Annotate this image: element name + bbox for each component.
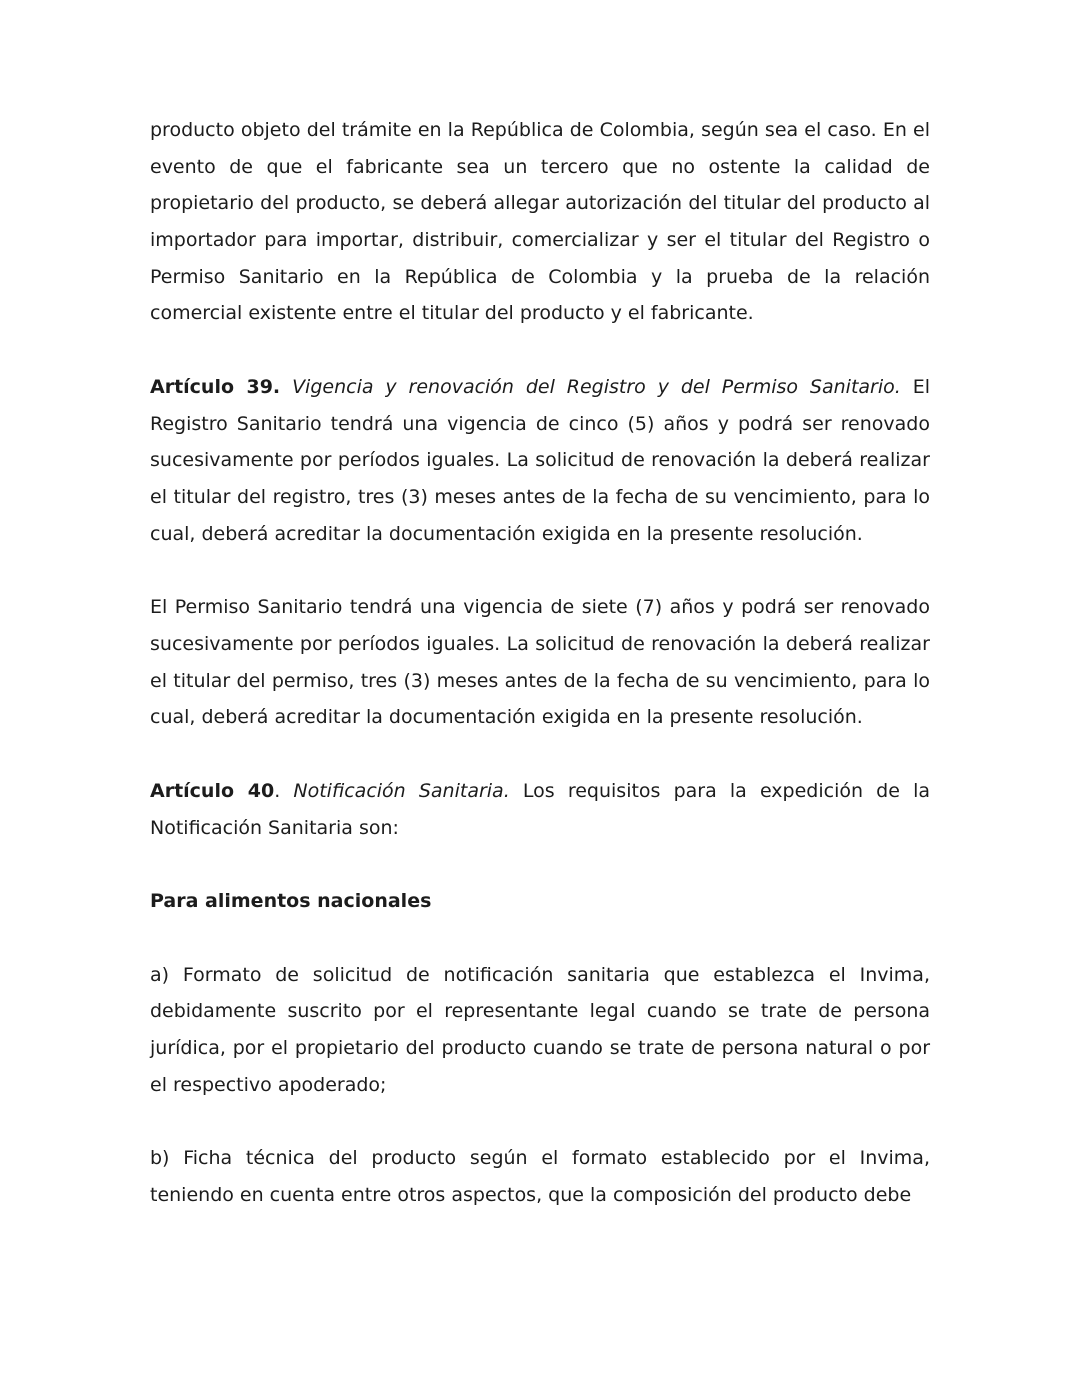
list-item-b-text: b) Ficha técnica del producto según el formato establecido por el Invima, teniendo en cuenta entre otros aspectos, que la composición del producto debe — [150, 1147, 930, 1207]
paragraph-articulo-40 — [150, 773, 930, 846]
paragraph-permiso — [150, 589, 930, 736]
paragraph-articulo-39 — [150, 369, 930, 552]
article-40-title: Notificación Sanitaria. — [293, 779, 510, 802]
list-item-a-text: a) Formato de solicitud de notificación sanitaria que establezca el Invima, debidamente suscrito por el representante legal cuando se trate de persona jurídica, por el propietario del producto cuando se trate de persona natural o por el respectivo apoderado; — [150, 963, 930, 1096]
list-item-b — [150, 1140, 930, 1213]
article-40-separator: . — [274, 779, 281, 802]
article-39-body: El Registro Sanitario tendrá una vigencia de cinco (5) años y podrá ser renovado sucesivamente por períodos iguales. La solicitud de renovación la deberá realizar el titular del registro, tres (3) meses antes de la fecha de su vencimiento, para lo cual, deberá acreditar la documentación exigida en la presente resolución. — [150, 375, 930, 545]
list-item-a — [150, 957, 930, 1104]
paragraph-intro-text: producto objeto del trámite en la República de Colombia, según sea el caso. En el evento de que el fabricante sea un tercero que no ostente la calidad de propietario del producto, se deberá allegar autorización del titular del producto al importador para importar, distribuir, comercializar y ser el titular del Registro o Permiso Sanitario en la República de Colombia y la prueba de la relación comercial existente entre el titular del producto y el fabricante. — [150, 119, 930, 325]
section-heading-alimentos-nacionales: Para alimentos nacionales — [150, 890, 432, 913]
article-40-body: Los requisitos para la expedición de la Notificación Sanitaria son: — [150, 779, 930, 839]
article-39-title: Vigencia y renovación del Registro y del Permiso Sanitario. — [292, 375, 901, 398]
article-39-label: Artículo 39. — [150, 375, 281, 398]
article-40-label: Artículo 40 — [150, 779, 275, 802]
paragraph-intro — [150, 112, 930, 332]
paragraph-permiso-text: El Permiso Sanitario tendrá una vigencia de siete (7) años y podrá ser renovado sucesivamente por períodos iguales. La solicitud de renovación la deberá realizar el titular del permiso, tres (3) meses antes de la fecha de su vencimiento, para lo cual, deberá acreditar la documentación exigida en la presente resolución. — [150, 596, 930, 729]
